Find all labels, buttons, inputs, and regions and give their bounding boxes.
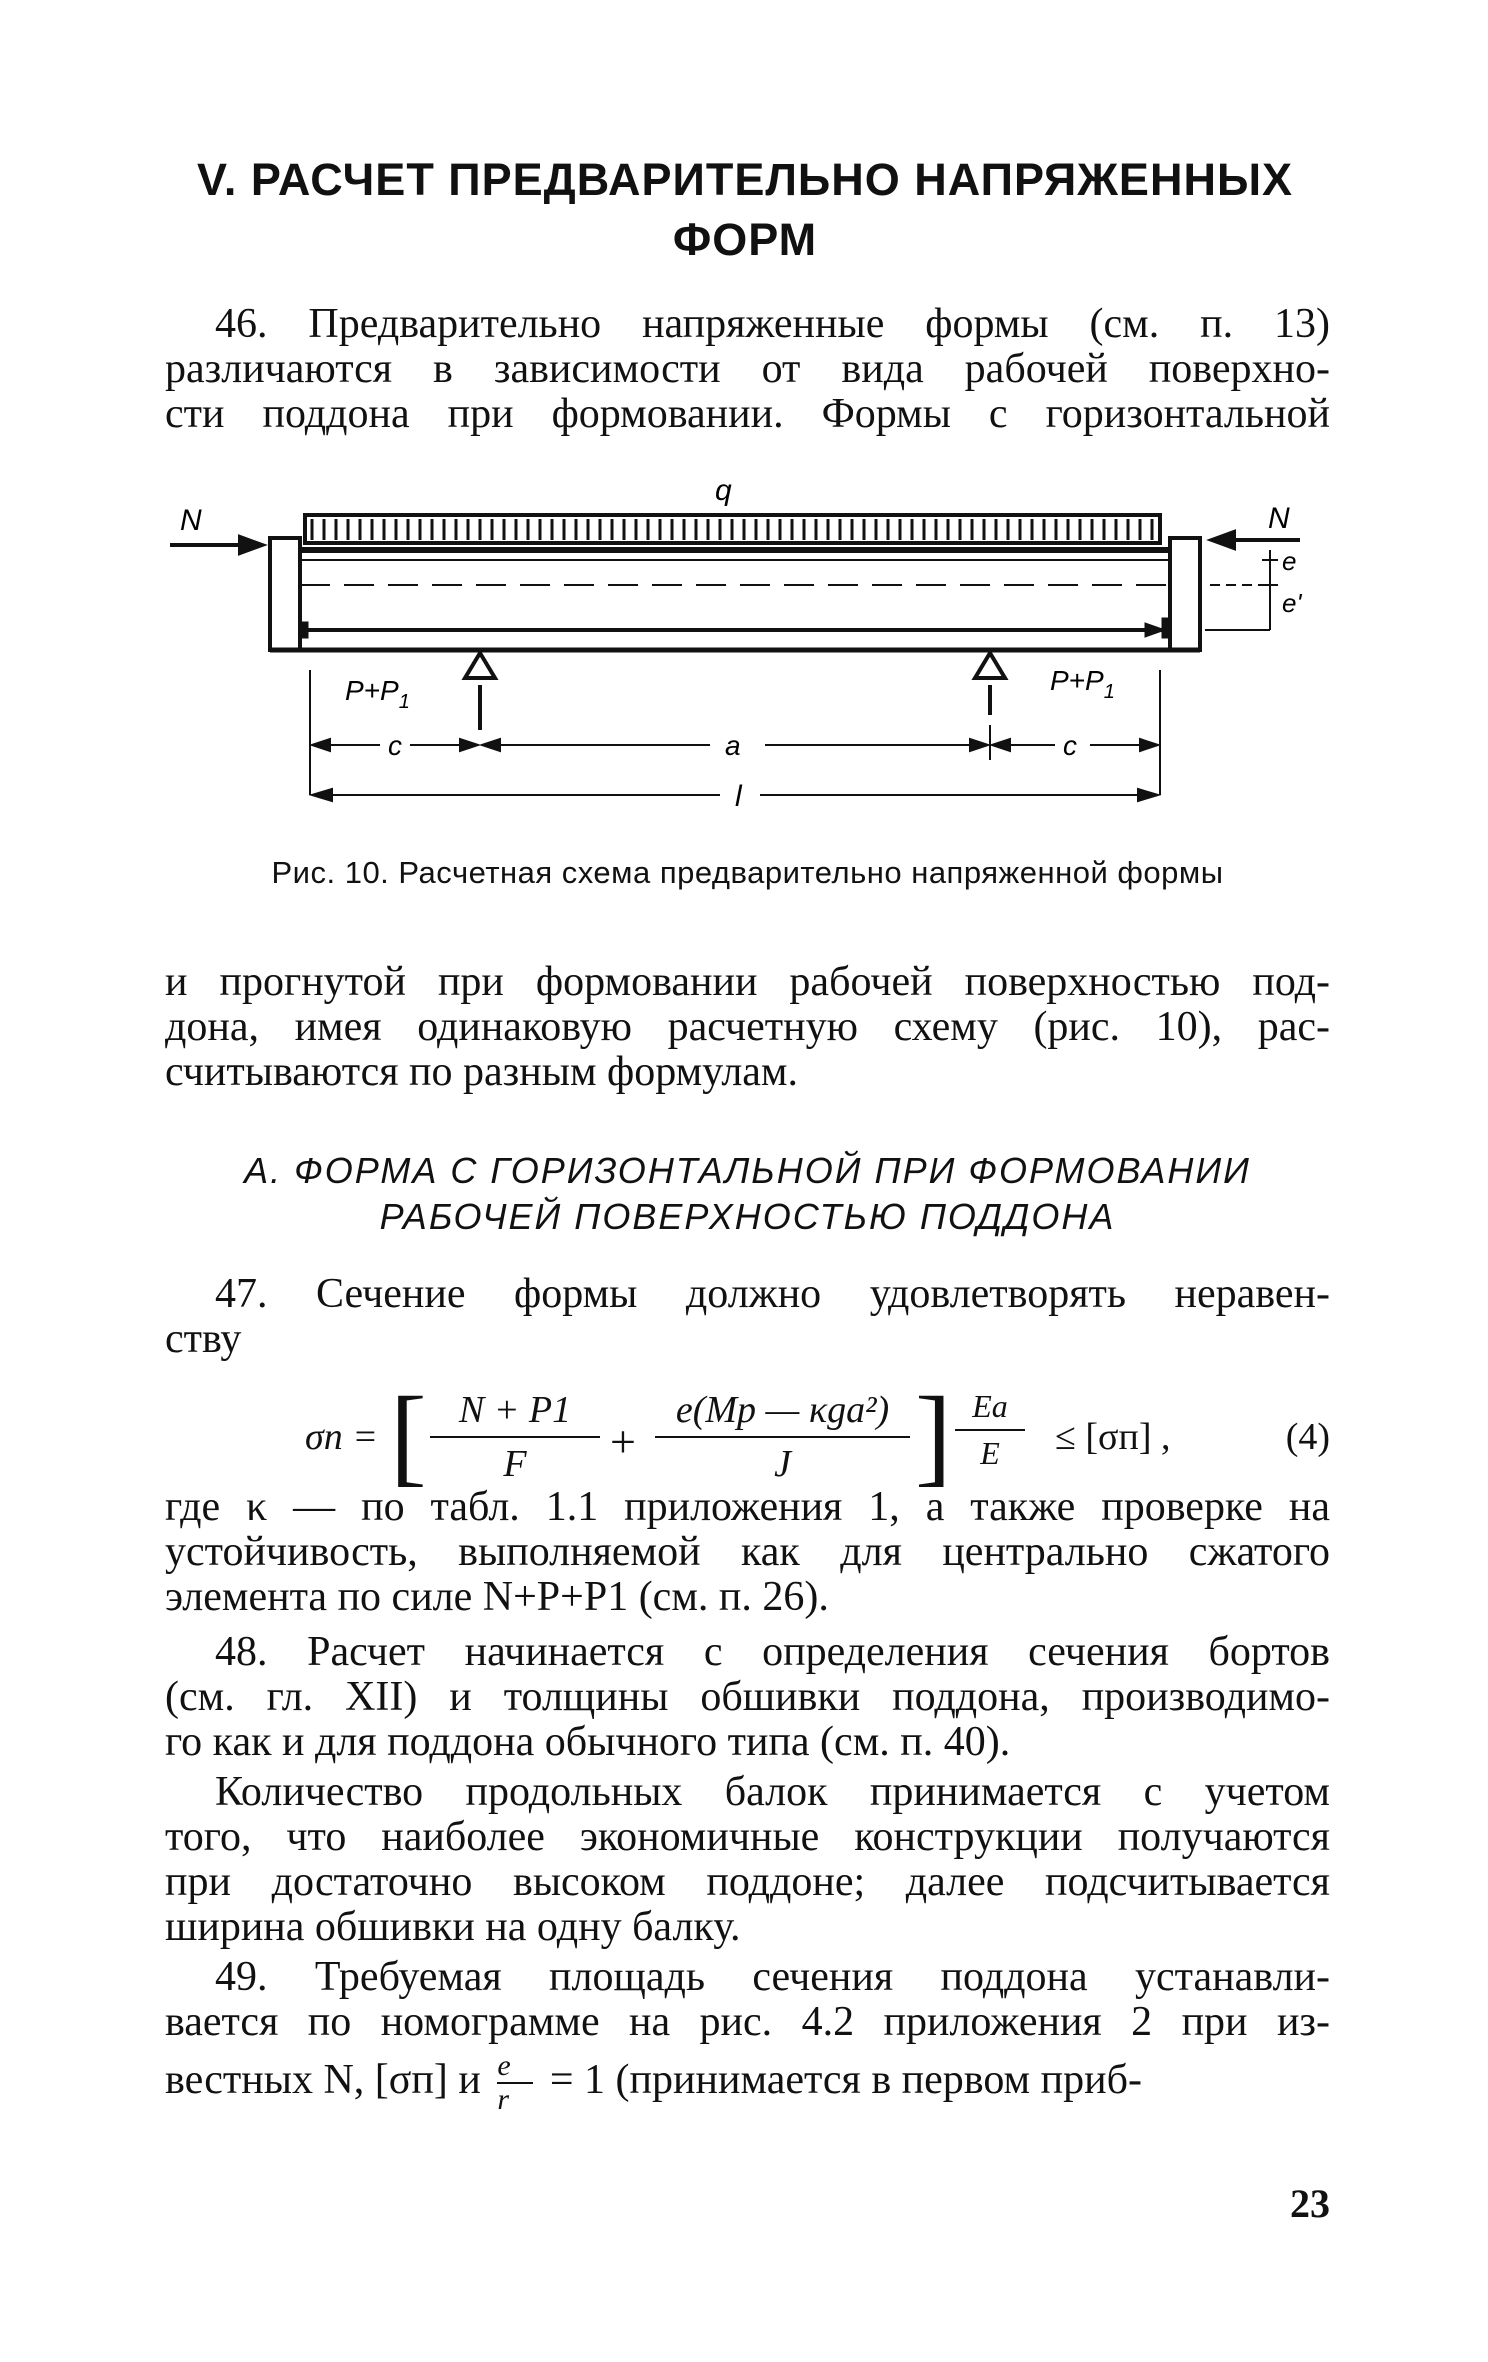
formula-frac1-den: F [503, 1443, 527, 1485]
paragraph-line: того, что наиболее экономичные конструкции получаются [165, 1814, 1330, 1860]
paragraph-line: вается по номограмме на рис. 4.2 приложения 2 при из- [165, 1999, 1330, 2045]
paragraph-49-frac-den: r [497, 2083, 510, 2117]
paragraph-48 [165, 1630, 1330, 1765]
eccentricity-dimensions [1205, 550, 1278, 630]
paragraph-line: ству [165, 1316, 242, 1362]
paragraph-48-continued [165, 1770, 1330, 1950]
paragraph-line: (см. гл. XII) и толщины обшивки поддона, производимо- [165, 1674, 1330, 1720]
formula-fraction-1 [430, 1388, 600, 1486]
paragraph-line: различаются в зависимости от вида рабочей поверхно- [165, 346, 1330, 392]
paragraph-line: дона, имея одинаковую расчетную схему (рис. 10), рас- [165, 1004, 1330, 1050]
paragraph-line: сти поддона при формовании. Формы с горизонтальной [165, 391, 1330, 437]
formula-lhs: σп = [305, 1416, 378, 1458]
formula-frac2-num: e(Mр — κga²) [655, 1388, 910, 1438]
paragraph-line: и прогнутой при формовании рабочей поверхностью под- [165, 959, 1330, 1005]
formula-fraction-2 [655, 1388, 910, 1486]
paragraph-line: ширина обшивки на одну балку. [165, 1904, 741, 1950]
label-c-left: c [388, 730, 402, 761]
formula-number: (4) [1285, 1416, 1330, 1458]
form-body [270, 538, 1200, 650]
label-e-prime: e' [1282, 588, 1302, 618]
paragraph-49-line3-end: = 1 (принимается в первом приб- [549, 2057, 1142, 2103]
section-title-line-1: V. РАСЧЕТ ПРЕДВАРИТЕЛЬНО НАПРЯЖЕННЫХ [196, 154, 1294, 205]
support-left [465, 653, 495, 730]
paragraph-line: 47. Сечение формы должно удовлетворять неравен- [215, 1271, 1330, 1317]
paragraph-line: 49. Требуемая площадь сечения поддона устанавли- [215, 1954, 1330, 2000]
label-c-right: c [1063, 730, 1077, 761]
subsection-title-line-1: А. ФОРМА С ГОРИЗОНТАЛЬНОЙ ПРИ ФОРМОВАНИИ [244, 1150, 1251, 1191]
subsection-title [165, 1148, 1330, 1240]
paragraph-line: устойчивость, выполняемой как для центрально сжатого [165, 1529, 1330, 1575]
label-pp-left: $P+P_1$ [345, 675, 410, 713]
label-N-right: N [1268, 502, 1290, 535]
paragraph-line: 46. Предварительно напряженные формы (см. п. 13) [215, 301, 1330, 347]
page-number: 23 [1290, 2181, 1330, 2226]
label-pp-right: $P+P_1$ [1050, 665, 1115, 703]
paragraph-line: при достаточно высоком поддоне; далее подсчитывается [165, 1859, 1330, 1905]
formula-comparison: ≤ [σп] , [1055, 1416, 1171, 1458]
formula-bracket-left: [ [390, 1374, 427, 1496]
paragraph-line: считываются по разным формулам. [165, 1049, 799, 1095]
paragraph-47-continued [165, 1485, 1330, 1620]
paragraph-line-3 [165, 2045, 1330, 2115]
figure-caption: Рис. 10. Расчетная схема предварительно напряженной формы [271, 855, 1224, 890]
figure-10-diagram [0, 0, 1488, 840]
paragraph-line: 48. Расчет начинается с определения сечения бортов [215, 1629, 1330, 1675]
label-q: q [715, 474, 732, 507]
label-l: l [735, 780, 742, 813]
distributed-load [305, 515, 1160, 543]
paragraph-47 [165, 1272, 1330, 1362]
label-a: a [725, 730, 741, 761]
formula-fraction-3 [955, 1388, 1025, 1472]
paragraph-49-frac-num: e [497, 2050, 533, 2084]
label-N-left: N [180, 504, 202, 537]
subsection-title-line-2: РАБОЧЕЙ ПОВЕРХНОСТЬЮ ПОДДОНА [379, 1196, 1116, 1237]
paragraph-line: где κ — по табл. 1.1 приложения 1, а также проверке на [165, 1484, 1330, 1530]
formula-frac1-num: N + P1 [430, 1388, 600, 1438]
paragraph-49 [165, 1955, 1330, 2115]
formula-frac3-den: E [980, 1435, 1000, 1471]
paragraph-49-line3-start: вестных N, [σп] и [165, 2057, 481, 2103]
paragraph-line: элемента по силе N+P+P1 (см. п. 26). [165, 1574, 829, 1620]
paragraph-line: Количество продольных балок принимается с учетом [215, 1769, 1330, 1815]
formula-frac2-den: J [774, 1443, 791, 1485]
paragraph-49-fraction [497, 2050, 533, 2116]
formula-plus: + [610, 1416, 636, 1467]
paragraph-line: го как и для поддона обычного типа (см. п. 40). [165, 1719, 1011, 1765]
section-title-line-2: ФОРМ [672, 214, 818, 265]
formula-4 [165, 1374, 1330, 1500]
arrow-N-left [170, 537, 262, 553]
label-e: e [1282, 546, 1297, 576]
support-right [975, 653, 1005, 715]
formula-bracket-right: ] [915, 1374, 952, 1496]
formula-frac3-num: Ea [955, 1388, 1025, 1431]
paragraph-continued [165, 960, 1330, 1095]
